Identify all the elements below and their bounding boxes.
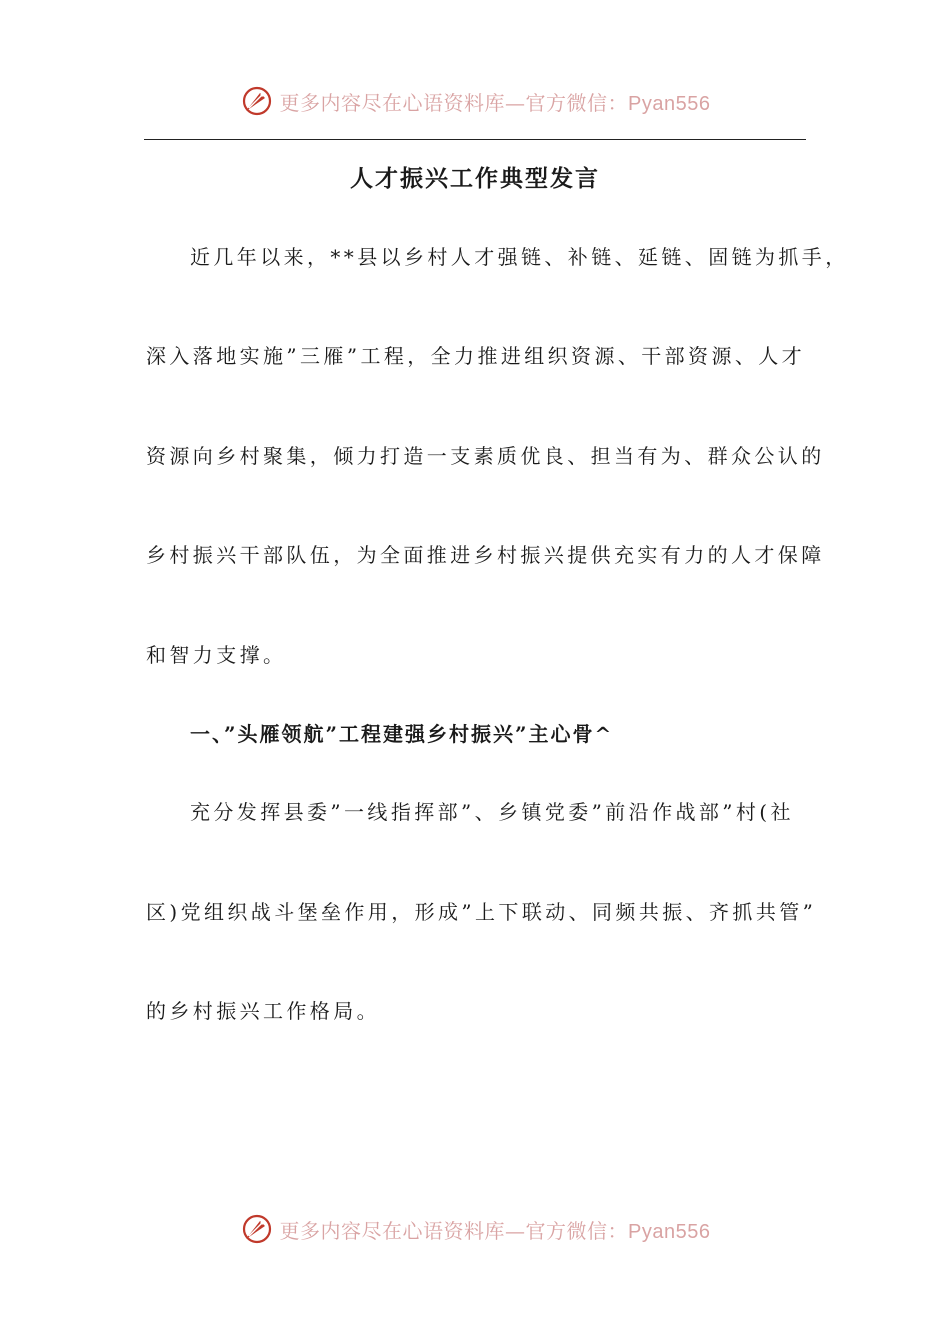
paragraph-2-line-3: 的乡村振兴工作格局。: [146, 999, 380, 1023]
watermark-wechat-id: Pyan556: [628, 1220, 711, 1243]
paragraph-1-line-1: 近几年以来，**县以乡村人才强链、补链、延链、固链为抓手，: [190, 245, 849, 269]
paragraph-1-line-5: 和智力支撑。: [146, 643, 287, 667]
paragraph-2-line-1: 充分发挥县委”一线指挥部”、乡镇党委”前沿作战部”村(社: [190, 800, 794, 824]
watermark-wechat-id: Pyan556: [628, 92, 711, 115]
header-watermark: [0, 84, 950, 118]
header-divider: [144, 139, 806, 140]
paragraph-1-line-3: 资源向乡村聚集，倾力打造一支素质优良、担当有为、群众公认的: [146, 444, 825, 468]
pen-nib-logo-icon: [240, 84, 274, 118]
paragraph-2-line-2: 区)党组织战斗堡垒作用，形成”上下联动、同频共振、齐抓共管”: [146, 900, 817, 924]
watermark-text: 更多内容尽在心语资料库—官方微信：Pyan556: [279, 1218, 711, 1243]
pen-nib-logo-icon: [240, 1212, 274, 1246]
document-title: 人才振兴工作典型发言: [350, 165, 600, 192]
watermark-text: 更多内容尽在心语资料库—官方微信：Pyan556: [279, 90, 711, 115]
section-1-heading: 一、”头雁领航”工程建强乡村振兴”主心骨^: [190, 722, 614, 746]
footer-watermark: [0, 1212, 950, 1246]
paragraph-1-line-2: 深入落地实施”三雁”工程，全力推进组织资源、干部资源、人才: [146, 344, 806, 368]
paragraph-1-line-4: 乡村振兴干部队伍，为全面推进乡村振兴提供充实有力的人才保障: [146, 543, 825, 567]
